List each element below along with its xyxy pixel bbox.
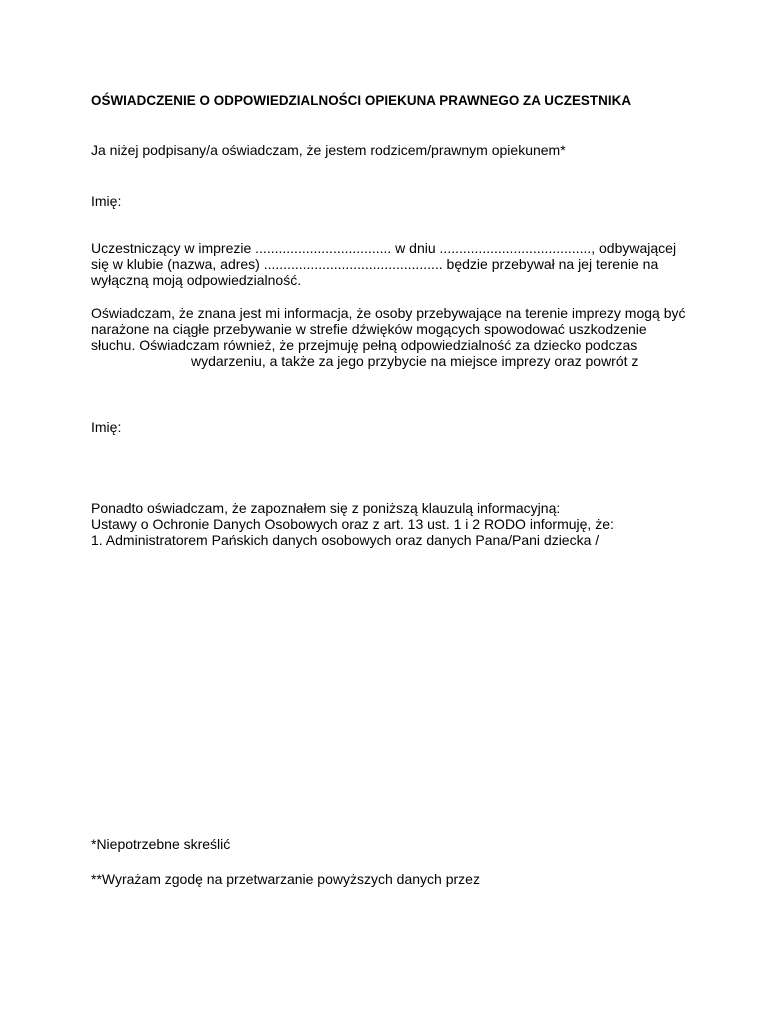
statement-line-4: wydarzeniu, a także za jego przybycie na miejsce imprezy oraz powrót z <box>191 353 639 369</box>
name-label-2: Imię: <box>91 419 122 435</box>
statement-line-1: Oświadczam, że znana jest mi informacja, że osoby przebywające na terenie imprezy mogą być <box>91 305 686 321</box>
document-title: OŚWIADCZENIE O ODPOWIEDZIALNOŚCI OPIEKUNA PRAWNEGO ZA UCZESTNIKA <box>91 93 632 108</box>
intro-text: Ja niżej podpisany/a oświadczam, że jestem rodzicem/prawnym opiekunem* <box>91 142 566 158</box>
rodo-line-2: Ustawy o Ochronie Danych Osobowych oraz z art. 13 ust. 1 i 2 RODO informuję, że: <box>91 516 614 532</box>
participant-line-3: wyłączną moją odpowiedzialność. <box>91 272 302 288</box>
statement-line-3: słuchu. Oświadczam również, że przejmuję pełną odpowiedzialność za dziecko podczas <box>91 337 638 353</box>
footnote-2: **Wyrażam zgodę na przetwarzanie powyższych danych przez <box>91 871 480 887</box>
rodo-line-3: 1. Administratorem Pańskich danych osobowych oraz danych Pana/Pani dziecka / <box>91 532 600 548</box>
participant-line-2: się w klubie (nazwa, adres) .............................................. będzie przebywał na jej terenie na <box>91 256 659 272</box>
statement-line-2: narażone na ciągłe przebywanie w strefie dźwięków mogących spowodować uszkodzenie <box>91 321 647 337</box>
rodo-line-1: Ponadto oświadczam, że zapoznałem się z poniższą klauzulą informacyjną: <box>91 500 561 516</box>
name-label-1: Imię: <box>91 193 122 209</box>
participant-line-1: Uczestniczący w imprezie ................................... w dniu ......................................., odbywającej <box>91 240 677 256</box>
footnote-1: *Niepotrzebne skreślić <box>91 836 231 852</box>
